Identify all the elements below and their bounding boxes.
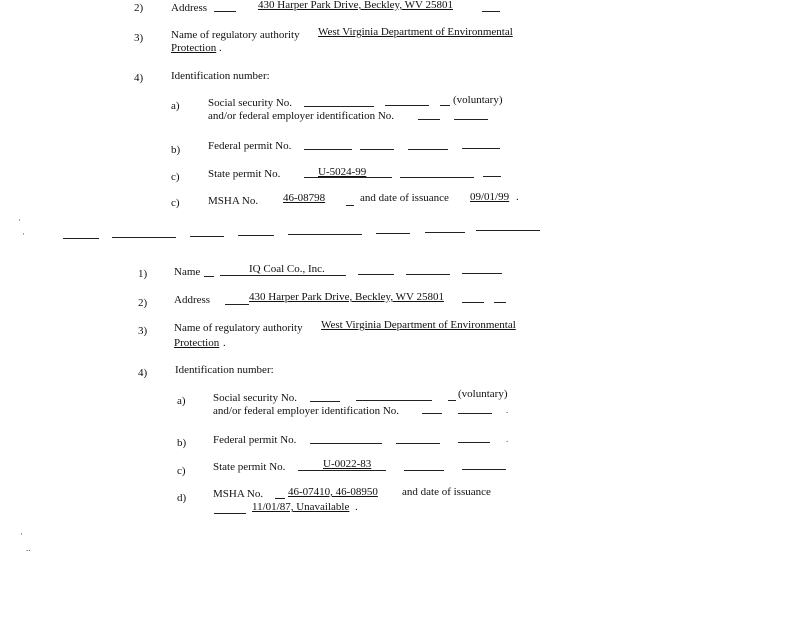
item-number: 3): [138, 325, 148, 337]
item-number: 2): [134, 2, 144, 14]
issuance-label: and date of issuance: [402, 486, 491, 498]
ssn-blank: [304, 106, 374, 107]
period: .: [219, 42, 222, 54]
ssn-blank: [385, 105, 429, 106]
state-permit-blank: [298, 470, 386, 471]
state-permit-value: U-5024-99: [318, 166, 367, 178]
msha-label: MSHA No.: [213, 488, 264, 500]
federal-permit-blank: [458, 442, 490, 443]
ssn-label: Social security No.: [208, 97, 293, 109]
msha-value: 46-08798: [283, 192, 326, 204]
identification-label: Identification number:: [175, 364, 274, 376]
address-label: Address: [174, 294, 211, 306]
state-permit-blank: [462, 469, 506, 470]
regulatory-label: Name of regulatory authority: [174, 322, 303, 334]
fein-blank: [418, 119, 440, 120]
subitem-letter: c): [171, 171, 180, 183]
issuance-label: and date of issuance: [360, 192, 449, 204]
ssn-blank: [448, 400, 456, 401]
blank-line: [462, 302, 484, 303]
scan-speck: ..: [26, 543, 31, 553]
item-number: 2): [138, 297, 148, 309]
regulatory-value-cont: Protection: [174, 337, 220, 349]
blank-line: [376, 233, 410, 234]
issuance-blank: [214, 513, 246, 514]
subitem-letter: b): [171, 144, 181, 156]
subitem-letter: a): [177, 395, 186, 407]
regulatory-value: West Virginia Department of Environmental: [321, 319, 516, 331]
blank-line: [406, 274, 450, 275]
subitem-letter: b): [177, 437, 187, 449]
scan-speck: ·: [22, 229, 25, 239]
fein-label: and/or federal employer identification No.: [208, 110, 395, 122]
issuance-date: 09/01/99: [470, 191, 510, 203]
item-number: 4): [138, 367, 148, 379]
blank-line: [358, 274, 394, 275]
subitem-letter: c): [171, 197, 180, 209]
federal-permit-blank: [304, 149, 352, 150]
federal-permit-blank: [360, 149, 394, 150]
msha-label: MSHA No.: [208, 195, 259, 207]
subitem-letter: a): [171, 100, 180, 112]
fein-blank: [458, 413, 492, 414]
name-underline: [220, 275, 346, 276]
blank-line: [112, 237, 176, 238]
blank-line: [190, 236, 224, 237]
msha-blank: [275, 498, 285, 499]
subitem-letter: d): [177, 492, 187, 504]
federal-permit-blank: [310, 443, 382, 444]
scan-speck: ·: [18, 215, 21, 225]
blank-line: [425, 232, 465, 233]
blank-line: [214, 11, 236, 12]
name-value: IQ Coal Co., Inc.: [249, 263, 325, 275]
msha-value: 46-07410, 46-08950: [288, 486, 378, 498]
period: .: [223, 337, 226, 349]
voluntary-note: (voluntary): [458, 388, 508, 400]
scan-speck: .: [506, 434, 509, 444]
blank-line: [494, 302, 506, 303]
blank-line: [462, 273, 502, 274]
scan-speck: ·: [20, 529, 23, 539]
fein-blank: [422, 413, 442, 414]
federal-permit-label: Federal permit No.: [208, 140, 292, 152]
regulatory-value-cont: Protection: [171, 42, 217, 54]
state-permit-blank: [304, 177, 392, 178]
blank-line: [204, 276, 214, 277]
blank-line: [482, 11, 500, 12]
ssn-blank: [356, 400, 432, 401]
state-permit-blank: [400, 177, 474, 178]
msha-blank: [346, 205, 354, 206]
blank-line: [476, 230, 540, 231]
name-label: Name: [174, 266, 201, 278]
scan-speck: .: [506, 405, 509, 415]
state-permit-blank: [404, 470, 444, 471]
federal-permit-blank: [408, 149, 448, 150]
address-value: 430 Harper Park Drive, Beckley, WV 25801: [249, 291, 444, 303]
blank-line: [63, 238, 99, 239]
federal-permit-label: Federal permit No.: [213, 434, 297, 446]
item-number: 1): [138, 268, 148, 280]
state-permit-label: State permit No.: [213, 461, 286, 473]
state-permit-blank: [483, 176, 501, 177]
state-permit-value: U-0022-83: [323, 458, 372, 470]
address-value: 430 Harper Park Drive, Beckley, WV 25801: [258, 0, 453, 11]
regulatory-value: West Virginia Department of Environmental: [318, 26, 513, 38]
item-number: 3): [134, 32, 144, 44]
period: .: [516, 191, 519, 203]
blank-line: [288, 234, 362, 235]
identification-label: Identification number:: [171, 70, 270, 82]
fein-blank: [454, 119, 488, 120]
item-number: 4): [134, 72, 144, 84]
blank-line: [238, 235, 274, 236]
address-label: Address: [171, 2, 208, 14]
ssn-blank: [440, 105, 450, 106]
voluntary-note: (voluntary): [453, 94, 503, 106]
state-permit-label: State permit No.: [208, 168, 281, 180]
blank-line: [225, 304, 249, 305]
federal-permit-blank: [462, 148, 500, 149]
ssn-label: Social security No.: [213, 392, 298, 404]
ssn-blank: [310, 401, 340, 402]
period: .: [355, 501, 358, 513]
fein-label: and/or federal employer identification No.: [213, 405, 400, 417]
regulatory-label: Name of regulatory authority: [171, 29, 300, 41]
issuance-date: 11/01/87, Unavailable: [252, 501, 350, 513]
subitem-letter: c): [177, 465, 186, 477]
federal-permit-blank: [396, 443, 440, 444]
